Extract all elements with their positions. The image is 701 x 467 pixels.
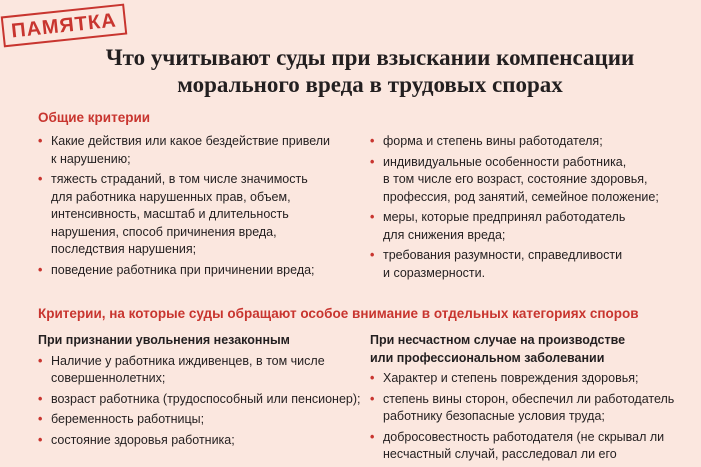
accident-subhead xyxy=(370,332,695,367)
general-criteria-left-column xyxy=(38,133,358,282)
list-item-line: добросовестность работодателя (не скрывал ли xyxy=(383,429,665,444)
list-item-line: индивидуальные особенности работника, xyxy=(383,154,627,169)
list-item xyxy=(38,432,363,450)
list-item-line: работнику безопасные условия труда; xyxy=(383,409,605,423)
list-item-line: для снижения вреда; xyxy=(383,227,506,242)
list-item-line: и соразмерности. xyxy=(383,265,486,280)
list-item xyxy=(38,262,358,280)
bullet-icon: • xyxy=(370,210,375,224)
subhead-line: При несчастном случае на производстве xyxy=(370,333,626,347)
list-item xyxy=(370,370,695,388)
list-item-line: нарушения, способ причинения вреда, xyxy=(51,224,277,239)
list-item xyxy=(38,391,363,409)
general-criteria-right-column xyxy=(370,133,690,285)
subhead-line: или профессиональном заболевании xyxy=(370,350,605,365)
list-item-line: Наличие у работника иждивенцев, в том числе xyxy=(51,353,325,368)
title-line-1: Что учитывают суды при взыскании компенсации xyxy=(105,45,635,70)
list-item-line: для работника нарушенных прав, объем, xyxy=(51,189,291,204)
list-item-line: требования разумности, справедливости xyxy=(383,248,623,262)
list-item-line: степень вины сторон, обеспечил ли работодатель xyxy=(383,391,675,406)
list-item-line: Какие действия или какое бездействие привели xyxy=(51,134,331,148)
list-item xyxy=(370,154,690,207)
list-item xyxy=(370,391,695,426)
list-item xyxy=(370,247,690,282)
dismissal-subhead xyxy=(38,332,363,350)
bullet-icon: • xyxy=(38,391,43,406)
list-item-line: поведение работника при причинении вреда; xyxy=(51,262,315,277)
list-item-line: тяжесть страданий, в том числе значимость xyxy=(51,172,308,186)
list-item-line: в том числе его возраст, состояние здоровья, xyxy=(383,172,648,186)
list-item-line: меры, которые предпринял работодатель xyxy=(383,210,626,224)
list-item-line: совершеннолетних; xyxy=(51,371,166,385)
list-item xyxy=(38,411,363,429)
list-item xyxy=(38,133,358,168)
list-item-line: несчастный случай, расследовал ли его xyxy=(383,447,617,461)
list-item-line: беременность работницы; xyxy=(51,412,205,426)
bullet-icon: • xyxy=(38,412,43,426)
subhead-line: При признании увольнения незаконным xyxy=(38,333,290,347)
list-item-line: возраст работника (трудоспособный или пенсионер); xyxy=(51,391,361,406)
dismissal-column xyxy=(38,332,363,452)
bullet-icon: • xyxy=(38,432,43,447)
bullet-icon: • xyxy=(38,262,43,277)
list-item-line: к нарушению; xyxy=(51,151,131,166)
bullet-icon: • xyxy=(370,371,375,385)
bullet-icon: • xyxy=(38,353,43,368)
list-item xyxy=(370,429,695,464)
list-item xyxy=(370,209,690,244)
bullet-icon: • xyxy=(370,154,375,169)
title-line-2: морального вреда в трудовых спорах xyxy=(177,72,563,97)
bullet-icon: • xyxy=(370,248,375,262)
list-item xyxy=(38,353,363,388)
list-item xyxy=(370,133,690,151)
general-criteria-heading: Общие критерии xyxy=(38,110,151,125)
page-title xyxy=(60,44,680,98)
list-item-line: форма и степень вины работодателя; xyxy=(383,134,603,148)
list-item xyxy=(38,171,358,259)
memo-stamp: ПАМЯТКА xyxy=(1,4,127,48)
list-item-line: Характер и степень повреждения здоровья; xyxy=(383,371,639,385)
special-criteria-heading: Критерии, на которые суды обращают особое внимание в отдельных категориях споров xyxy=(38,306,639,321)
bullet-icon: • xyxy=(370,391,375,406)
bullet-icon: • xyxy=(370,429,375,444)
list-item-line: последствия нарушения; xyxy=(51,242,197,256)
bullet-icon: • xyxy=(38,172,43,186)
bullet-icon: • xyxy=(370,134,375,148)
accident-column xyxy=(370,332,695,467)
list-item-line: интенсивность, масштаб и длительность xyxy=(51,207,289,221)
list-item-line: состояние здоровья работника; xyxy=(51,432,235,447)
bullet-icon: • xyxy=(38,134,43,148)
list-item-line: профессия, род занятий, семейное положение; xyxy=(383,189,659,204)
